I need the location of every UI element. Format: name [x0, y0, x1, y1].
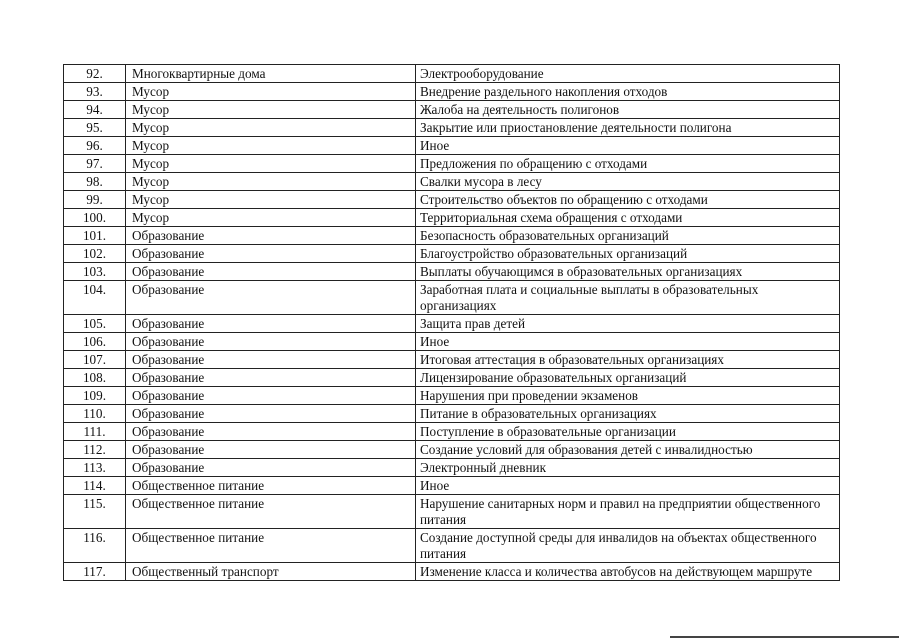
- table-row: [64, 65, 840, 83]
- row-number: 104.: [64, 281, 126, 315]
- row-subject: Безопасность образовательных организаций: [416, 227, 840, 245]
- row-subject: Предложения по обращению с отходами: [416, 155, 840, 173]
- table-row: [64, 119, 840, 137]
- row-subject: Создание доступной среды для инвалидов на объектах общественного питания: [416, 529, 840, 563]
- table-row: [64, 209, 840, 227]
- row-category: Мусор: [126, 191, 416, 209]
- table-row: [64, 173, 840, 191]
- row-subject: Внедрение раздельного накопления отходов: [416, 83, 840, 101]
- row-category: Образование: [126, 459, 416, 477]
- table-row: [64, 387, 840, 405]
- row-number: 107.: [64, 351, 126, 369]
- row-number: 96.: [64, 137, 126, 155]
- row-category: Мусор: [126, 83, 416, 101]
- row-number: 100.: [64, 209, 126, 227]
- row-subject: Нарушения при проведении экзаменов: [416, 387, 840, 405]
- row-subject: Иное: [416, 137, 840, 155]
- row-number: 115.: [64, 495, 126, 529]
- table-row: [64, 245, 840, 263]
- row-number: 102.: [64, 245, 126, 263]
- row-subject: Изменение класса и количества автобусов на действующем маршруте: [416, 563, 840, 581]
- row-subject: Иное: [416, 477, 840, 495]
- row-number: 101.: [64, 227, 126, 245]
- table-row: [64, 529, 840, 563]
- table-row: [64, 83, 840, 101]
- row-subject: Иное: [416, 333, 840, 351]
- row-category: Общественное питание: [126, 529, 416, 563]
- row-subject: Закрытие или приостановление деятельности полигона: [416, 119, 840, 137]
- row-number: 116.: [64, 529, 126, 563]
- row-number: 99.: [64, 191, 126, 209]
- row-category: Образование: [126, 405, 416, 423]
- row-number: 111.: [64, 423, 126, 441]
- row-category: Мусор: [126, 101, 416, 119]
- table-row: [64, 227, 840, 245]
- row-number: 103.: [64, 263, 126, 281]
- row-subject: Благоустройство образовательных организаций: [416, 245, 840, 263]
- row-category: Мусор: [126, 119, 416, 137]
- table-row: [64, 281, 840, 315]
- row-subject: Защита прав детей: [416, 315, 840, 333]
- table-body: [64, 65, 840, 581]
- row-number: 114.: [64, 477, 126, 495]
- row-number: 106.: [64, 333, 126, 351]
- row-subject: Строительство объектов по обращению с отходами: [416, 191, 840, 209]
- row-subject: Электронный дневник: [416, 459, 840, 477]
- row-number: 112.: [64, 441, 126, 459]
- footer-rule: [670, 636, 899, 638]
- row-category: Образование: [126, 333, 416, 351]
- row-category: Общественный транспорт: [126, 563, 416, 581]
- table-row: [64, 101, 840, 119]
- row-number: 109.: [64, 387, 126, 405]
- row-number: 98.: [64, 173, 126, 191]
- row-subject: Итоговая аттестация в образовательных организациях: [416, 351, 840, 369]
- row-category: Образование: [126, 423, 416, 441]
- row-subject: Нарушение санитарных норм и правил на предприятии общественного питания: [416, 495, 840, 529]
- table-row: [64, 477, 840, 495]
- table-row: [64, 495, 840, 529]
- row-category: Образование: [126, 387, 416, 405]
- table-row: [64, 333, 840, 351]
- table-row: [64, 155, 840, 173]
- row-subject: Выплаты обучающимся в образовательных организациях: [416, 263, 840, 281]
- row-category: Мусор: [126, 137, 416, 155]
- row-subject: Электрооборудование: [416, 65, 840, 83]
- row-category: Образование: [126, 369, 416, 387]
- row-category: Образование: [126, 351, 416, 369]
- row-number: 94.: [64, 101, 126, 119]
- row-subject: Свалки мусора в лесу: [416, 173, 840, 191]
- row-subject: Питание в образовательных организациях: [416, 405, 840, 423]
- row-category: Мусор: [126, 155, 416, 173]
- row-subject: Создание условий для образования детей с инвалидностью: [416, 441, 840, 459]
- row-subject: Лицензирование образовательных организаций: [416, 369, 840, 387]
- row-category: Общественное питание: [126, 495, 416, 529]
- row-subject: Жалоба на деятельность полигонов: [416, 101, 840, 119]
- row-number: 92.: [64, 65, 126, 83]
- row-number: 110.: [64, 405, 126, 423]
- row-category: Образование: [126, 227, 416, 245]
- table-row: [64, 191, 840, 209]
- row-category: Образование: [126, 281, 416, 315]
- table-row: [64, 351, 840, 369]
- row-number: 95.: [64, 119, 126, 137]
- table-row: [64, 459, 840, 477]
- row-number: 97.: [64, 155, 126, 173]
- row-category: Образование: [126, 245, 416, 263]
- table-row: [64, 369, 840, 387]
- row-category: Мусор: [126, 209, 416, 227]
- table-row: [64, 315, 840, 333]
- row-subject: Поступление в образовательные организации: [416, 423, 840, 441]
- table-row: [64, 563, 840, 581]
- row-number: 113.: [64, 459, 126, 477]
- row-number: 117.: [64, 563, 126, 581]
- row-subject: Территориальная схема обращения с отходами: [416, 209, 840, 227]
- row-number: 93.: [64, 83, 126, 101]
- row-category: Мусор: [126, 173, 416, 191]
- row-subject: Заработная плата и социальные выплаты в образовательных организациях: [416, 281, 840, 315]
- row-number: 105.: [64, 315, 126, 333]
- row-category: Многоквартирные дома: [126, 65, 416, 83]
- table-row: [64, 405, 840, 423]
- table-row: [64, 263, 840, 281]
- row-number: 108.: [64, 369, 126, 387]
- row-category: Образование: [126, 441, 416, 459]
- table-row: [64, 137, 840, 155]
- document-table: [63, 64, 840, 581]
- row-category: Образование: [126, 315, 416, 333]
- row-category: Общественное питание: [126, 477, 416, 495]
- row-category: Образование: [126, 263, 416, 281]
- table-row: [64, 423, 840, 441]
- table-row: [64, 441, 840, 459]
